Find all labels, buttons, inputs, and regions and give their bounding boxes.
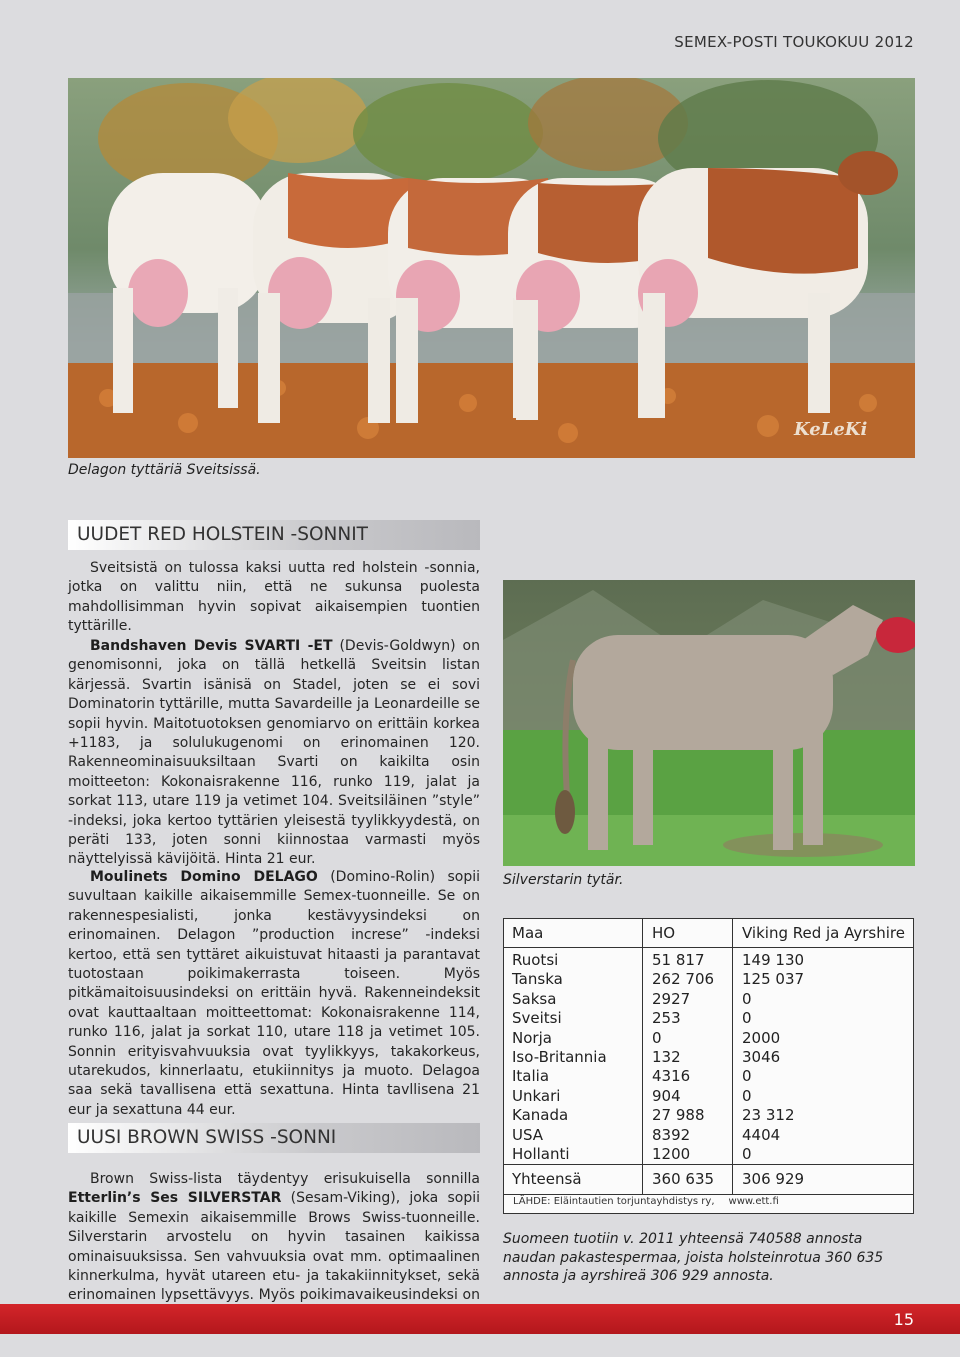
svarti-bull-name: Bandshaven Devis SVARTI -ET [90, 638, 333, 654]
svarti-paragraph: Bandshaven Devis SVARTI -ET (Devis-Goldwyn) on genomisonni, joka on tällä hetkellä Sveitsin listan kärjessä. Svartin isänisä on Stadel, joten se ei sovi Dominatorin tyttärille, mutta Savardeille ja Leonardeille se sopii hyvin. Maitotuotoksen genomiarvo on erittäin korkea +1183, ja solulukugenomi on erinomainen 120. Rakenneominaisuuksiltaan Svarti on kaikilta osin moitteeton: Kokonaisrakenne 116, runko 119, jalat ja sorkat 113, utare 119 ja vetimet 104. Sveitsiläinen ”style” -indeksi, joka kertoo tyttärien yleisestä tyylikkyydestä, on peräti 133, joten sonni kiinnostaa varmasti myös näyttelyissä kävijöitä. Hinta 21 eur. [68, 638, 480, 868]
table-row: Italia 4316 0 [504, 1067, 913, 1086]
table-row: Norja 0 2000 [504, 1029, 913, 1048]
top-photo-caption: Delagon tyttäriä Sveitsissä. [68, 462, 261, 478]
table-source: LÄHDE: Eläintautien torjuntayhdistys ry, www.ett.fi [513, 1196, 779, 1207]
header-ho: HO [643, 919, 733, 948]
footer-bar [0, 1304, 960, 1334]
intro-paragraph: Sveitsistä on tulossa kaksi uutta red holstein -sonnia, jotka on valittu niin, että ne sukunsa puolesta mahdollisimman hyvin sopivat aikaisempien tuontien tyttärille. [68, 560, 480, 635]
header-viking-red: Viking Red ja Ayrshire [733, 919, 914, 948]
section-heading-red-holstein: UUDET RED HOLSTEIN -SONNIT [68, 520, 480, 550]
table-row: Kanada 27 988 23 312 [504, 1106, 913, 1125]
brown-swiss-cow-photo [503, 580, 915, 866]
table-row: Ruotsi 51 817 149 130 [504, 948, 913, 971]
table-row: Unkari 904 0 [504, 1087, 913, 1106]
cows-illustration [68, 78, 915, 458]
table-row: Iso-Britannia 132 3046 [504, 1048, 913, 1067]
table-row: USA 8392 4404 [504, 1126, 913, 1145]
page-number: 15 [893, 1310, 914, 1329]
table-row: Saksa 2927 0 [504, 990, 913, 1009]
cows-photo [68, 78, 915, 458]
delago-bull-name: Moulinets Domino DELAGO [90, 869, 318, 885]
right-photo-caption: Silverstarin tytär. [503, 872, 624, 888]
import-statistics-table [503, 918, 914, 1214]
table-row: Tanska 262 706 125 037 [504, 970, 913, 989]
publication-header: SEMEX-POSTI TOUKOKUU 2012 [674, 33, 914, 51]
photo-watermark: KeLeKi [794, 419, 868, 440]
section-heading-brown-swiss: UUSI BROWN SWISS -SONNI [68, 1123, 480, 1153]
source-url: www.ett.fi [728, 1196, 779, 1207]
silverstar-bull-name: Etterlin’s Ses SILVERSTAR [68, 1190, 282, 1207]
header-country: Maa [504, 919, 643, 948]
import-note: Suomeen tuotiin v. 2011 yhteensä 740588 annosta naudan pakastespermaa, joista holsteinrotua 360 635 annosta ja ayrshireä 306 929 annosta. [503, 1231, 884, 1284]
brown-swiss-cow-illustration [503, 580, 915, 866]
table-total-row: Yhteensä 360 635 306 929 [504, 1165, 913, 1195]
delago-paragraph: Moulinets Domino DELAGO (Domino-Rolin) sopii suvultaan kaikille aikaisemmille Semex-tuonneille. Se on rakennespesialisti, jonka kestävyysindeksi on erinomainen. Delagon ”production increse” -indeksi kertoo, että sen tyttäret aikuistuvat hitaasti ja parantavat tuotostaan poikimakerrasta toiseen. Myös pitkämaitoisuusindeksi on erittäin hyvä. Rakenneindeksit ovat kauttaaltaan moitteettomat: Kokonaisrakenne 114, runko 116, jalat ja sorkat 110, utare 118 ja vetimet 105. Sonnin erityisvahvuuksia ovat tyylikkyys, takakorkeus, utarekudos, kinnerlaatu, etukiinnitys ja muoto. Delagoa saa sekä tavallisena että sexattuna. Hinta tavllisena 21 eur ja sexattuna 44 eur. [68, 869, 480, 1118]
silverstar-paragraph: Brown Swiss-lista täydentyy erisukuisella sonnilla Etterlin’s Ses SILVERSTAR (Sesam-Viking), joka sopii kaikille Semexin aikaisemmille Brows Swiss-tuonneille. Silverstarin arvostelu on hyvin tasainen kaikissa ominaisuuksissa. Sen vahvuuksia ovat mm. optimaalinen kinnerkulma, hyvät utareen etu- ja takakiinnitykset, sekä erinomainen lypsettävyys. Myös poikimavaikeusindeksi on [68, 1171, 480, 1304]
table-header-row [504, 919, 913, 948]
table-row: Sveitsi 253 0 [504, 1009, 913, 1028]
table-row: Hollanti 1200 0 [504, 1145, 913, 1165]
